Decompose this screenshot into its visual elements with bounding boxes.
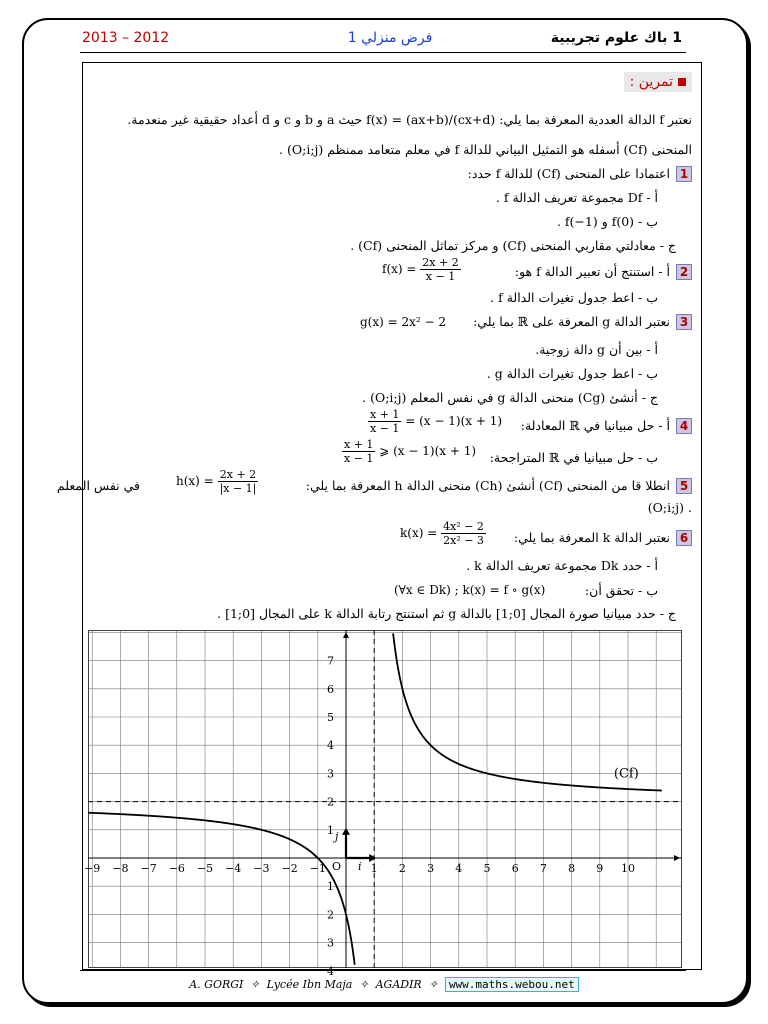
question-5: 5انطلا قا من المنحنى (Cf) أنشئ (Ch) منحنى الدالة h المعرفة بما يلي:	[306, 478, 692, 494]
formula-g: g(x) = 2x² − 2	[360, 315, 447, 329]
graph-labels	[332, 767, 639, 873]
x-axis-arrow-icon	[674, 855, 680, 861]
x-tick-label: −2	[281, 862, 298, 875]
formula-composition: (∀x ∈ Dk) ; k(x) = f ∘ g(x)	[394, 583, 546, 597]
footer-author: A. GORGI	[189, 978, 244, 991]
x-tick-label: 5	[483, 862, 491, 875]
question-3: 3نعتبر الدالة g المعرفة على ℝ بما يلي:	[473, 314, 692, 330]
origin-label: O	[332, 860, 342, 873]
x-tick-label: 2	[398, 862, 406, 875]
question-3c: ج - أنشئ (Cg) منحنى الدالة g في نفس المعلم (O;i;j) .	[362, 390, 658, 405]
x-tick-label: −9	[84, 862, 101, 875]
y-tick-label: 1	[327, 823, 334, 837]
header-class: 1 باك علوم تجريبية	[550, 30, 682, 46]
y-tick-label: 4	[327, 739, 334, 753]
question-number: 5	[676, 478, 692, 494]
unit-vector-j-arrow-icon	[342, 828, 350, 835]
footer-separator-icon: ✧	[359, 978, 369, 991]
question-6c: ج - حدد مبيانيا صورة المجال [0;1] بالدالة g ثم استنتج رتابة الدالة k على المجال [0;1] .	[217, 606, 676, 621]
intro-line-2: المنحنى (Cf) أسفله هو التمثيل البياني للدالة f في معلم متعامد ممنظم (O;i;j) .	[279, 142, 692, 157]
x-tick-label: 8	[568, 862, 576, 875]
y-tick-label: 5	[327, 711, 334, 724]
formula-k: k(x) = $\frac{\text{4x² − 2}}{\text{2x² − 3}}$	[400, 520, 484, 547]
footer-website-link[interactable]: www.maths.webou.net	[445, 977, 579, 992]
question-1b: ب - f(0) و f(−1) .	[556, 214, 658, 229]
x-tick-label: −7	[140, 862, 157, 875]
function-graph	[84, 630, 682, 978]
unit-vector-i-arrow-icon	[369, 854, 376, 862]
x-tick-label: 10	[621, 862, 635, 875]
x-tick-label: −3	[253, 862, 270, 875]
question-number: 4	[676, 418, 692, 434]
question-6: 6نعتبر الدالة k المعرفة بما يلي:	[514, 530, 692, 546]
asymptotes	[88, 630, 682, 968]
question-3b: ب - اعط جدول تغيرات الدالة g .	[486, 366, 658, 381]
x-tick-label: −1	[309, 862, 326, 875]
question-2: 2أ - استنتج أن تعبير الدالة f هو:	[515, 264, 692, 280]
question-3a: أ - بين أن g دالة زوجية.	[535, 342, 658, 357]
x-tick-label: −6	[168, 862, 185, 875]
unit-i-label: i	[358, 860, 362, 873]
question-1a: أ - Df مجموعة تعريف الدالة f .	[495, 190, 658, 205]
footer-rule	[80, 970, 686, 971]
y-tick-label: 2	[327, 795, 334, 809]
square-bullet-icon	[678, 78, 686, 86]
header-rule	[80, 52, 686, 53]
footer	[0, 978, 768, 991]
formula-equation: $\frac{x + 1}{x - 1}$ = (x − 1)(x + 1)	[370, 408, 503, 435]
x-tick-label: 4	[455, 862, 463, 875]
curves	[88, 633, 662, 964]
question-2b: ب - اعط جدول تغيرات الدالة f .	[490, 290, 658, 305]
y-tick-label: 6	[327, 682, 334, 696]
question-1: 1اعتمادا على المنحنى (Cf) للدالة f حدد:	[468, 166, 692, 182]
curve-label: (Cf)	[613, 766, 639, 782]
formula-f: f(x) = $\frac{2x + 2}{x - 1}$	[382, 256, 459, 283]
x-tick-label: 7	[539, 862, 547, 875]
question-6b: ب - تحقق أن:	[584, 583, 658, 598]
y-tick-label: 3	[327, 936, 334, 950]
question-5-tail: في نفس المعلم	[56, 478, 140, 493]
question-number: 1	[676, 166, 692, 182]
header-test-name: فرض منزلي 1	[347, 30, 433, 46]
x-tick-label: 6	[511, 862, 519, 875]
curve-cf-left-branch	[88, 813, 355, 965]
y-tick-label: 3	[327, 767, 334, 781]
axes	[88, 630, 682, 968]
question-6a: أ - حدد Dk مجموعة تعريف الدالة k .	[466, 558, 658, 573]
question-number: 2	[676, 264, 692, 280]
question-4b: ب - حل مبيانيا في ℝ المتراجحة:	[489, 450, 658, 465]
formula-h: h(x) = $\frac{2x + 2}{|x - 1|}$	[176, 468, 257, 495]
x-tick-label: 9	[596, 862, 604, 875]
formula-inequality: $\frac{x + 1}{x - 1}$ ⩾ (x − 1)(x + 1)	[344, 438, 477, 465]
y-tick-label: 2	[327, 908, 334, 922]
question-4a: 4أ - حل مبيانيا في ℝ المعادلة:	[521, 418, 692, 434]
x-tick-label: −8	[112, 862, 129, 875]
question-1c: ج - معادلتي مقاربي المنحنى (Cf) و مركز تماثل المنحنى (Cf) .	[350, 238, 676, 253]
x-tick-label: −5	[196, 862, 214, 875]
footer-separator-icon: ✧	[428, 978, 438, 991]
question-number: 6	[676, 530, 692, 546]
intro-line-1: نعتبر f الدالة العددية المعرفة بما يلي: f(x) = (ax+b)/(cx+d) حيث a و b و c و d أعداد حقيقية غير منعدمة.	[127, 112, 692, 127]
question-5-line2: . (O;i;j)	[647, 500, 692, 515]
y-tick-label: 4	[327, 964, 334, 978]
y-tick-label: 1	[327, 880, 334, 894]
section-title: تمرين :	[624, 72, 692, 92]
unit-j-label: j	[335, 830, 339, 843]
grid	[88, 630, 682, 968]
y-tick-label: 7	[327, 654, 334, 668]
footer-school: Lycée Ibn Maja	[266, 978, 353, 991]
footer-separator-icon: ✧	[250, 978, 260, 991]
graph-border	[89, 631, 682, 968]
y-axis-arrow-icon	[343, 632, 349, 638]
question-number: 3	[676, 314, 692, 330]
x-tick-label: 3	[427, 862, 435, 875]
footer-city: AGADIR	[375, 978, 422, 991]
x-tick-label: −4	[225, 862, 242, 875]
header-years: 2013 – 2012	[82, 30, 170, 46]
x-tick-label: 1	[370, 862, 378, 875]
